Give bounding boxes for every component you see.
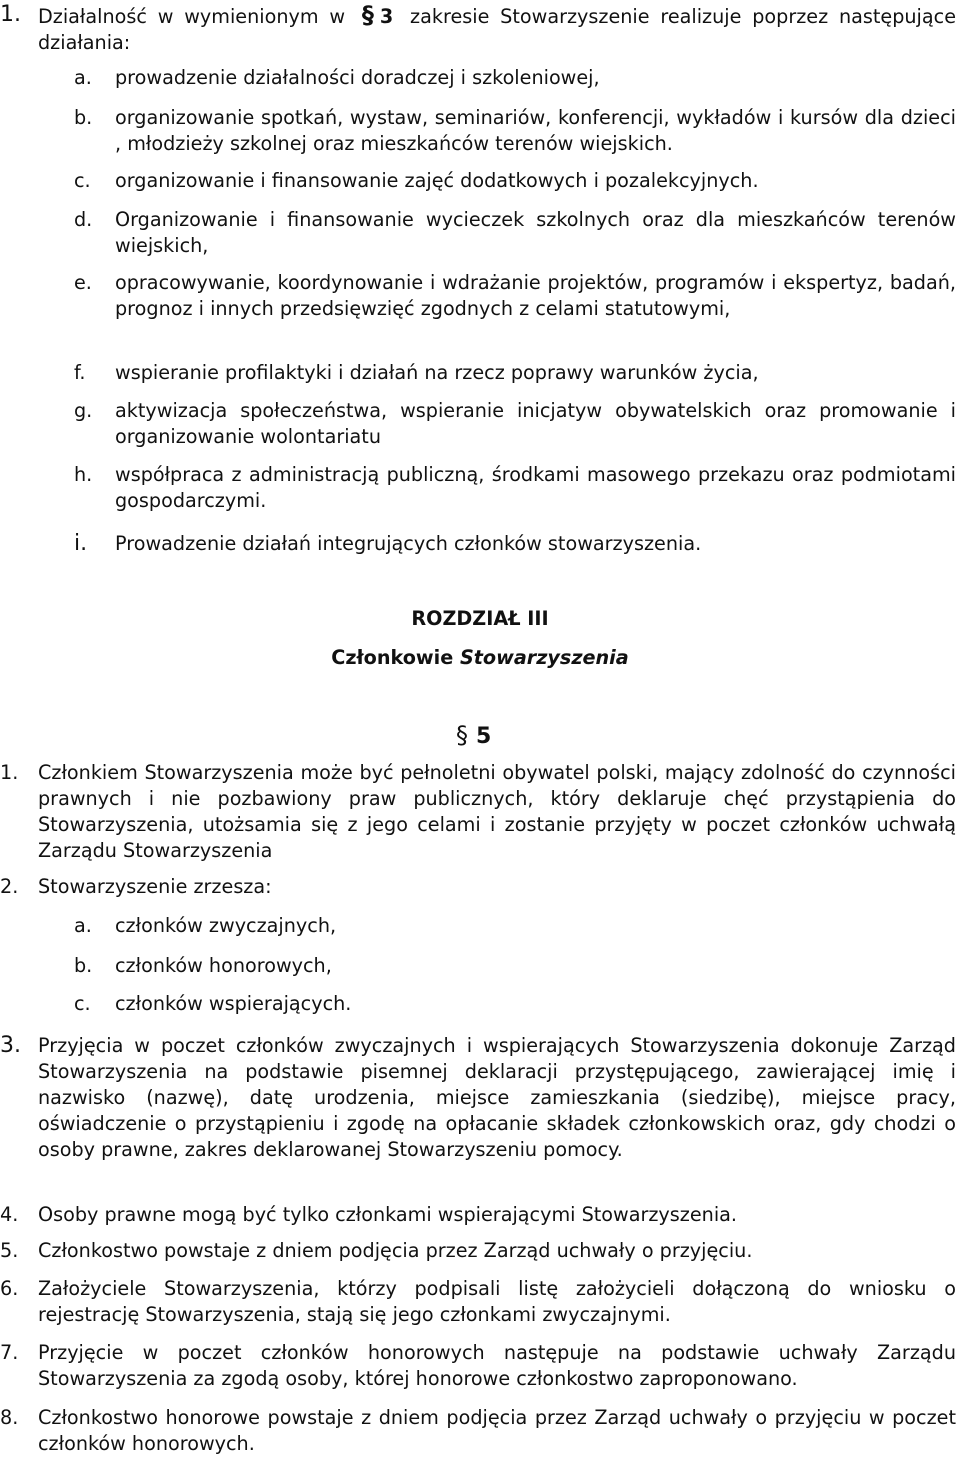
paragraph-symbol: § (456, 721, 468, 749)
point-number: 1. (0, 761, 19, 784)
section-symbol: § (361, 1, 374, 29)
list-item-text: organizowanie i finansowanie zajęć dodatkowych i pozalekcyjnych. (115, 169, 759, 192)
member-type-letter: c. (74, 992, 91, 1015)
chapter-subtitle-italic: Stowarzyszenia (459, 646, 629, 669)
section-1-intro-before: Działalność w wymienionym w (38, 5, 346, 28)
member-type-letter: a. (74, 914, 92, 937)
list-item-letter: b. (74, 106, 93, 129)
list-item-letter: g. (74, 399, 93, 422)
list-item-text: współpraca z administracją publiczną, środkami masowego przekazu oraz podmiotami gospodarczymi. (115, 463, 956, 512)
member-type-text: członków honorowych, (115, 954, 332, 977)
list-item-letter: h. (74, 463, 93, 486)
list-item-text: opracowywanie, koordynowanie i wdrażanie projektów, programów i ekspertyz, badań, prognoz i innych przedsięwzięć zgodnych z celami statutowymi, (115, 271, 956, 320)
chapter-subtitle-plain: Członkowie (331, 646, 454, 669)
point-text: Przyjęcia w poczet członków zwyczajnych i wspierających Stowarzyszenia dokonuje Zarząd Stowarzyszenia na podstawie pisemnej deklaracji przystępującego, zawierającej imię i nazwisko (nazwę), datę urodzenia, miejsce zamieszkania (siedzibę), miejsce pracy, oświadczenie o przystąpieniu i zgodę na opłacanie składek członkowskich oraz, gdy chodzi o osoby prawne, zakres deklarowanej Stowarzyszeniu pomocy. (38, 1034, 956, 1161)
list-item-letter: d. (74, 208, 93, 231)
point-text: Członkostwo honorowe powstaje z dniem podjęcia przez Zarząd uchwały o przyjęciu w poczet członków honorowych. (38, 1406, 956, 1455)
point-text: Założyciele Stowarzyszenia, którzy podpisali listę założycieli dołączoną do wniosku o rejestrację Stowarzyszenia, stają się jego członkami zwyczajnymi. (38, 1277, 956, 1326)
list-item-text: aktywizacja społeczeństwa, wspieranie inicjatyw obywatelskich oraz promowanie i organizowanie wolontariatu (115, 399, 956, 448)
member-type-text: członków wspierających. (115, 992, 352, 1015)
section-1-intro-after: zakresie Stowarzyszenie realizuje poprzez następujące działania: (38, 5, 956, 54)
point-text: Osoby prawne mogą być tylko członkami wspierającymi Stowarzyszenia. (38, 1203, 738, 1226)
member-type-letter: b. (74, 954, 93, 977)
point-number: 2. (0, 875, 19, 898)
paragraph-5-marker (456, 722, 491, 750)
list-item-letter: f. (74, 361, 86, 384)
paragraph-number: 5 (476, 724, 492, 749)
list-item-letter: i. (74, 531, 88, 556)
point-text: Stowarzyszenie zrzesza: (38, 875, 272, 898)
point-number: 5. (0, 1239, 19, 1262)
list-item-text: wspieranie profilaktyki i działań na rzecz poprawy warunków życia, (115, 361, 759, 384)
member-type-text: członków zwyczajnych, (115, 914, 337, 937)
point-number: 7. (0, 1341, 19, 1364)
section-1-number: 1. (0, 2, 21, 27)
chapter-subtitle (0, 645, 960, 671)
point-text: Członkostwo powstaje z dniem podjęcia przez Zarząd uchwały o przyjęciu. (38, 1239, 753, 1262)
list-item-text: organizowanie spotkań, wystaw, seminariów, konferencji, wykładów i kursów dla dzieci , młodzieży szkolnej oraz mieszkańców terenów wiejskich. (115, 106, 956, 155)
point-number: 6. (0, 1277, 19, 1300)
point-number: 3. (0, 1033, 21, 1058)
chapter-title: ROZDZIAŁ III (411, 607, 549, 630)
list-item-letter: a. (74, 66, 92, 89)
list-item-letter: c. (74, 169, 91, 192)
section-ref-number: 3 (379, 5, 394, 28)
list-item-text: Organizowanie i finansowanie wycieczek szkolnych oraz dla mieszkańców terenów wiejskich, (115, 208, 956, 257)
section-1-text (38, 2, 956, 56)
point-text: Członkiem Stowarzyszenia może być pełnoletni obywatel polski, mający zdolność do czynności prawnych i nie pozbawiony praw publicznych, który deklaruje chęć przystąpienia do Stowarzyszenia, utożsamia się z jego celami i zostanie przyjęty w poczet członków uchwałą Zarządu Stowarzyszenia (38, 761, 956, 862)
list-item-text: Prowadzenie działań integrujących członków stowarzyszenia. (115, 532, 702, 555)
point-text: Przyjęcie w poczet członków honorowych następuje na podstawie uchwały Zarządu Stowarzyszenia za zgodą osoby, której honorowe członkostwo zaproponowano. (38, 1341, 956, 1390)
list-item-letter: e. (74, 271, 92, 294)
point-number: 8. (0, 1406, 19, 1429)
list-item-text: prowadzenie działalności doradczej i szkoleniowej, (115, 66, 600, 89)
point-number: 4. (0, 1203, 19, 1226)
